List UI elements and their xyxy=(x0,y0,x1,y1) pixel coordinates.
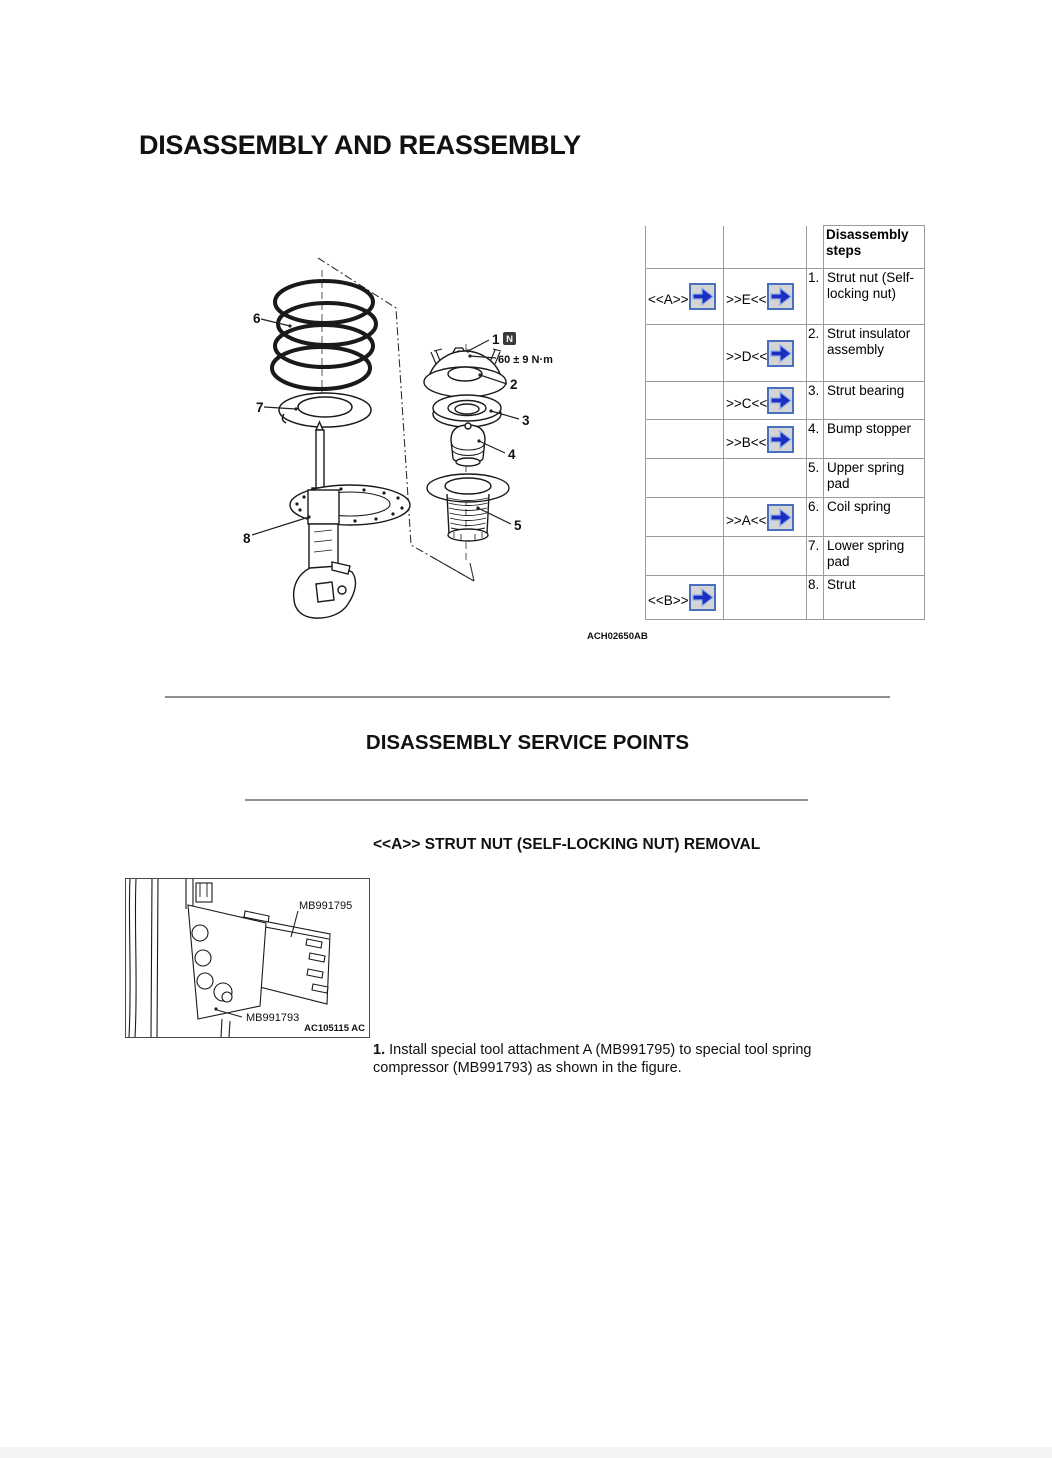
install-mark: >>C<< xyxy=(726,396,768,412)
blue-arrow-icon xyxy=(767,340,794,367)
table-cell-empty xyxy=(724,226,807,269)
table-header-disassembly-steps: Disassembly steps xyxy=(824,226,925,269)
removal-mark-cell xyxy=(646,498,724,537)
step-name: Strut insulator assembly xyxy=(824,325,925,382)
removal-mark-cell xyxy=(646,459,724,498)
step-name: Upper spring pad xyxy=(824,459,925,498)
part-label-3: 3 xyxy=(522,413,530,428)
coil-spring-drawing xyxy=(272,281,376,389)
instruction-step-number: 1. xyxy=(373,1042,386,1058)
removal-mark-cell xyxy=(646,269,724,325)
torque-spec: 60 ± 9 N·m xyxy=(498,354,553,366)
step-number: 3. xyxy=(807,382,824,420)
page-title: DISASSEMBLY AND REASSEMBLY xyxy=(139,130,581,160)
install-mark-cell xyxy=(724,382,807,420)
install-mark-cell xyxy=(724,459,807,498)
table-row xyxy=(646,325,925,382)
section-divider xyxy=(165,696,890,698)
table-cell-empty xyxy=(807,226,824,269)
blue-arrow-icon xyxy=(689,584,716,611)
post-edge-lines xyxy=(129,879,136,1037)
step-name: Strut nut (Self-locking nut) xyxy=(824,269,925,325)
install-mark-cell xyxy=(724,420,807,459)
install-mark-cell xyxy=(724,269,807,325)
figure-code: ACH02650AB xyxy=(587,631,648,642)
step-name: Lower spring pad xyxy=(824,537,925,576)
tool-label-compressor: MB991793 xyxy=(246,1012,300,1024)
step-name: Bump stopper xyxy=(824,420,925,459)
tool-label-attachment: MB991795 xyxy=(299,900,353,912)
table-row xyxy=(646,459,925,498)
install-mark: >>D<< xyxy=(726,348,768,364)
part-label-6: 6 xyxy=(253,311,261,326)
table-row xyxy=(646,382,925,420)
post-lower-lines xyxy=(221,1019,230,1037)
removal-mark-cell xyxy=(646,382,724,420)
disassembly-steps-table xyxy=(645,225,925,620)
lower-spring-pad-drawing xyxy=(279,393,371,427)
step-name: Strut xyxy=(824,576,925,620)
removal-mark-cell xyxy=(646,537,724,576)
install-mark: >>A<< xyxy=(726,512,767,528)
bump-stopper-drawing xyxy=(451,423,485,466)
subsection-divider xyxy=(245,799,808,801)
compressor-post xyxy=(151,879,158,1037)
subsection-heading: <<A>> STRUT NUT (SELF-LOCKING NUT) REMOVAL xyxy=(373,836,761,853)
part-label-4: 4 xyxy=(508,447,516,462)
table-row xyxy=(646,537,925,576)
part-label-5: 5 xyxy=(514,518,522,533)
step-number: 1. xyxy=(807,269,824,325)
install-mark: >>E<< xyxy=(726,292,767,308)
strut-exploded-diagram xyxy=(224,226,656,650)
page-bottom-edge xyxy=(0,1447,1052,1458)
dust-cover-drawing xyxy=(427,474,509,541)
step-number: 8. xyxy=(807,576,824,620)
step-name: Coil spring xyxy=(824,498,925,537)
step-number: 6. xyxy=(807,498,824,537)
instruction-paragraph xyxy=(373,1041,853,1077)
table-row xyxy=(646,576,925,620)
step-number: 2. xyxy=(807,325,824,382)
install-mark-cell xyxy=(724,576,807,620)
part-label-7: 7 xyxy=(256,400,264,415)
install-mark-cell xyxy=(724,498,807,537)
table-row xyxy=(646,269,925,325)
step-number: 5. xyxy=(807,459,824,498)
removal-mark-cell xyxy=(646,325,724,382)
post-top-bracket xyxy=(196,883,212,902)
table-row xyxy=(646,498,925,537)
install-mark: >>B<< xyxy=(726,434,767,450)
blue-arrow-icon xyxy=(689,283,716,310)
step-number: 7. xyxy=(807,537,824,576)
part-label-2: 2 xyxy=(510,377,518,392)
part-label-8: 8 xyxy=(243,531,251,546)
strut-drawing xyxy=(290,422,410,618)
instruction-text: Install special tool attachment A (MB991795) to special tool spring compressor (MB991793) as shown in the figure. xyxy=(373,1042,812,1077)
removal-mark: <<B>> xyxy=(648,593,689,609)
blue-arrow-icon xyxy=(767,504,794,531)
tool-figure-code: AC105115 AC xyxy=(304,1023,365,1034)
special-tool-drawing xyxy=(126,879,369,1037)
install-mark-cell xyxy=(724,325,807,382)
step-number: 4. xyxy=(807,420,824,459)
strut-insulator-drawing xyxy=(424,349,506,397)
blue-arrow-icon xyxy=(767,387,794,414)
part-label-1: 1 xyxy=(492,332,500,347)
special-tool-figure xyxy=(125,878,370,1038)
n-symbol: N xyxy=(506,334,513,345)
plane-corner-lines xyxy=(432,557,474,581)
step-name: Strut bearing xyxy=(824,382,925,420)
section-heading: DISASSEMBLY SERVICE POINTS xyxy=(365,731,690,754)
install-mark-cell xyxy=(724,537,807,576)
removal-mark: <<A>> xyxy=(648,292,689,308)
removal-mark-cell xyxy=(646,576,724,620)
removal-mark-cell xyxy=(646,420,724,459)
compressor-plate-drawing xyxy=(188,905,266,1019)
table-row xyxy=(646,420,925,459)
table-cell-empty xyxy=(646,226,724,269)
blue-arrow-icon xyxy=(767,426,794,453)
blue-arrow-icon xyxy=(767,283,794,310)
